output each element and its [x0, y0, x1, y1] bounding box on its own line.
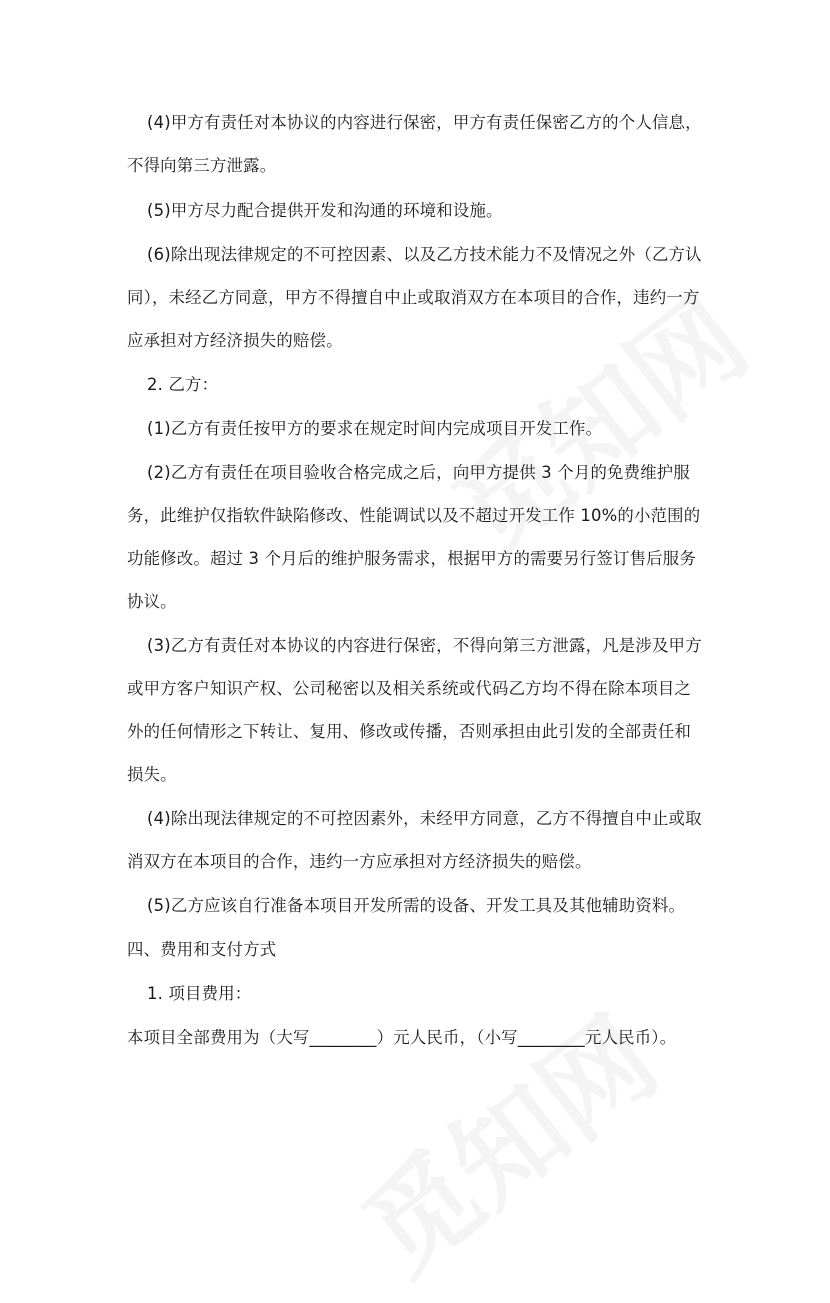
paragraph-line: 本项目全部费用为（大写________）元人民币，（小写________元人民币）。 [127, 1028, 677, 1047]
paragraph-line: 功能修改。超过 3 个月后的维护服务需求，根据甲方的需要另行签订售后服务 [127, 549, 696, 568]
paragraph-line: 同），未经乙方同意，甲方不得擅自中止或取消双方在本项目的合作，违约一方 [127, 288, 700, 307]
section-heading: 四、费用和支付方式 [127, 940, 277, 959]
paragraph-line: 应承担对方经济损失的赔偿。 [127, 331, 343, 350]
paragraph-line: (6)除出现法律规定的不可控因素、以及乙方技术能力不及情况之外（乙方认 [147, 245, 702, 264]
paragraph-line: (5)甲方尽力配合提供开发和沟通的环境和设施。 [147, 201, 503, 220]
paragraph-line: 消双方在本项目的合作，违约一方应承担对方经济损失的赔偿。 [127, 852, 592, 871]
paragraph-line: (4)除出现法律规定的不可控因素外，未经甲方同意，乙方不得擅自中止或取 [147, 809, 702, 828]
paragraph-line: (5)乙方应该自行准备本项目开发所需的设备、开发工具及其他辅助资料。 [147, 896, 686, 915]
paragraph-line: (1)乙方有责任按甲方的要求在规定时间内完成项目开发工作。 [147, 419, 603, 438]
paragraph-line: (3)乙方有责任对本协议的内容进行保密，不得向第三方泄露，凡是涉及甲方 [147, 636, 702, 655]
paragraph-line: 外的任何情形之下转让、复用、修改或传播，否则承担由此引发的全部责任和 [127, 722, 692, 741]
paragraph-line: 不得向第三方泄露。 [127, 156, 277, 175]
paragraph-line: (2)乙方有责任在项目验收合格完成之后，向甲方提供 3 个月的免费维护服 [147, 463, 690, 482]
subsection-heading: 1. 项目费用： [147, 984, 252, 1003]
paragraph-line: 务，此维护仅指软件缺陷修改、性能调试以及不超过开发工作 10%的小范围的 [127, 506, 701, 525]
paragraph-line: 或甲方客户知识产权、公司秘密以及相关系统或代码乙方均不得在除本项目之 [127, 679, 692, 698]
paragraph-line: 协议。 [127, 592, 177, 611]
paragraph-line: (4)甲方有责任对本协议的内容进行保密，甲方有责任保密乙方的个人信息， [147, 113, 702, 132]
paragraph-line: 损失。 [127, 765, 177, 784]
section-heading: 2. 乙方： [147, 375, 219, 394]
